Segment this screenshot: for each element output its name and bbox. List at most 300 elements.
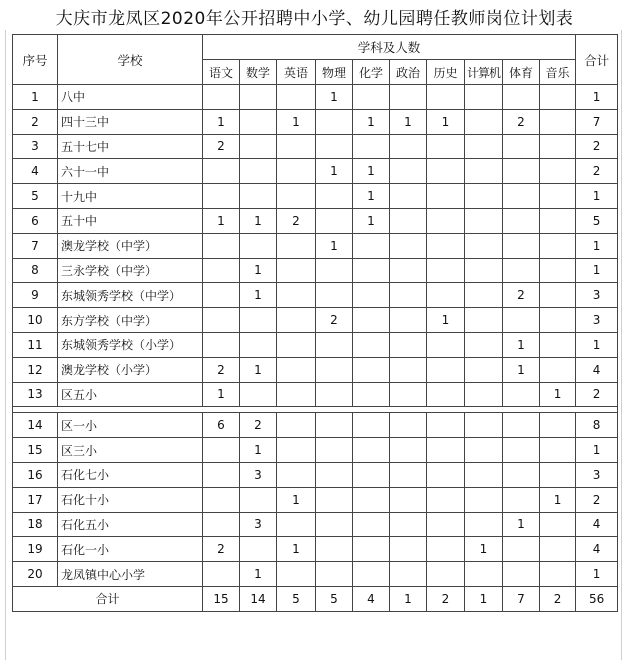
seq-cell: 3 <box>13 134 58 159</box>
count-cell <box>427 462 465 487</box>
count-cell <box>316 537 353 562</box>
row-total-cell: 2 <box>576 382 618 407</box>
school-cell: 龙凤镇中心小学 <box>58 562 203 587</box>
count-cell <box>427 208 465 233</box>
school-cell: 六十一中 <box>58 159 203 184</box>
count-cell <box>427 438 465 463</box>
count-cell <box>540 562 576 587</box>
count-cell <box>465 438 503 463</box>
count-cell <box>540 233 576 258</box>
count-cell: 1 <box>390 109 427 134</box>
count-cell <box>427 159 465 184</box>
seq-cell: 16 <box>13 462 58 487</box>
table-row <box>13 562 618 587</box>
count-cell <box>503 258 540 283</box>
count-cell <box>465 487 503 512</box>
count-cell <box>240 184 277 209</box>
table-row <box>13 85 618 110</box>
count-cell <box>465 283 503 308</box>
count-cell <box>503 562 540 587</box>
count-cell: 1 <box>240 258 277 283</box>
school-cell: 石化十小 <box>58 487 203 512</box>
school-cell: 东城领秀学校（小学） <box>58 332 203 357</box>
count-cell <box>277 283 316 308</box>
count-cell <box>427 85 465 110</box>
table-row <box>13 308 618 333</box>
seq-cell: 11 <box>13 332 58 357</box>
table-body <box>13 85 618 612</box>
row-total-cell: 2 <box>576 134 618 159</box>
count-cell <box>240 332 277 357</box>
table-row <box>13 438 618 463</box>
count-cell <box>427 332 465 357</box>
count-cell <box>465 512 503 537</box>
count-cell <box>465 308 503 333</box>
count-cell: 1 <box>353 159 390 184</box>
count-cell <box>503 537 540 562</box>
count-cell <box>390 382 427 407</box>
count-cell <box>503 462 540 487</box>
count-cell: 1 <box>277 537 316 562</box>
count-cell <box>390 512 427 537</box>
count-cell: 1 <box>540 382 576 407</box>
count-cell <box>503 413 540 438</box>
row-total-cell: 1 <box>576 332 618 357</box>
count-cell <box>503 208 540 233</box>
seq-header: 序号 <box>13 35 58 85</box>
count-cell: 2 <box>277 208 316 233</box>
count-cell: 1 <box>240 438 277 463</box>
seq-cell: 15 <box>13 438 58 463</box>
count-cell <box>240 85 277 110</box>
count-cell <box>465 357 503 382</box>
subject-header: 体育 <box>503 60 540 85</box>
school-cell: 石化七小 <box>58 462 203 487</box>
subject-header: 物理 <box>316 60 353 85</box>
count-cell <box>390 85 427 110</box>
count-cell <box>316 512 353 537</box>
school-cell: 东城领秀学校（中学） <box>58 283 203 308</box>
count-cell: 1 <box>353 184 390 209</box>
count-cell <box>540 357 576 382</box>
school-cell: 东方学校（中学） <box>58 308 203 333</box>
school-cell: 区一小 <box>58 413 203 438</box>
row-total-cell: 7 <box>576 109 618 134</box>
count-cell <box>427 283 465 308</box>
row-total-cell: 4 <box>576 537 618 562</box>
subject-header: 语文 <box>203 60 240 85</box>
seq-cell: 14 <box>13 413 58 438</box>
count-cell <box>427 134 465 159</box>
school-cell: 澳龙学校（中学） <box>58 233 203 258</box>
count-cell <box>540 134 576 159</box>
count-cell <box>240 487 277 512</box>
count-cell: 1 <box>503 357 540 382</box>
school-cell: 区三小 <box>58 438 203 463</box>
row-total-cell: 1 <box>576 85 618 110</box>
count-cell <box>540 184 576 209</box>
count-cell <box>353 85 390 110</box>
count-cell <box>316 438 353 463</box>
count-cell <box>203 233 240 258</box>
count-cell <box>540 258 576 283</box>
count-cell: 3 <box>240 462 277 487</box>
subject-total-cell: 4 <box>353 586 390 611</box>
table-row <box>13 109 618 134</box>
count-cell <box>316 184 353 209</box>
count-cell <box>277 85 316 110</box>
count-cell <box>240 134 277 159</box>
count-cell <box>316 562 353 587</box>
count-cell <box>277 413 316 438</box>
count-cell <box>316 413 353 438</box>
count-cell <box>465 258 503 283</box>
count-cell: 1 <box>203 208 240 233</box>
table-row <box>13 487 618 512</box>
school-header: 学校 <box>58 35 203 85</box>
count-cell <box>390 208 427 233</box>
school-cell: 八中 <box>58 85 203 110</box>
row-total-cell: 1 <box>576 562 618 587</box>
count-cell: 1 <box>503 332 540 357</box>
count-cell <box>390 332 427 357</box>
table-row <box>13 382 618 407</box>
seq-cell: 5 <box>13 184 58 209</box>
count-cell <box>390 184 427 209</box>
count-cell <box>203 308 240 333</box>
count-cell <box>465 233 503 258</box>
count-cell <box>390 413 427 438</box>
subject-header: 政治 <box>390 60 427 85</box>
totals-label: 合计 <box>13 586 203 611</box>
count-cell <box>390 159 427 184</box>
count-cell <box>540 85 576 110</box>
count-cell <box>316 283 353 308</box>
count-cell: 1 <box>240 283 277 308</box>
subjects-group-header: 学科及人数 <box>203 35 576 60</box>
count-cell <box>203 562 240 587</box>
count-cell <box>353 512 390 537</box>
count-cell <box>390 462 427 487</box>
count-cell <box>427 382 465 407</box>
seq-cell: 8 <box>13 258 58 283</box>
row-total-cell: 2 <box>576 487 618 512</box>
count-cell: 1 <box>316 233 353 258</box>
count-cell: 1 <box>277 109 316 134</box>
count-cell <box>503 382 540 407</box>
count-cell <box>277 512 316 537</box>
count-cell <box>503 85 540 110</box>
count-cell <box>316 208 353 233</box>
row-total-cell: 3 <box>576 308 618 333</box>
count-cell <box>540 438 576 463</box>
subject-total-cell: 5 <box>277 586 316 611</box>
count-cell <box>316 109 353 134</box>
count-cell <box>277 184 316 209</box>
seq-cell: 12 <box>13 357 58 382</box>
table-row <box>13 134 618 159</box>
count-cell <box>353 413 390 438</box>
table-row <box>13 357 618 382</box>
count-cell <box>465 184 503 209</box>
count-cell <box>277 382 316 407</box>
count-cell <box>203 184 240 209</box>
count-cell <box>203 512 240 537</box>
count-cell: 1 <box>427 109 465 134</box>
count-cell <box>540 512 576 537</box>
count-cell <box>240 308 277 333</box>
subject-total-cell: 7 <box>503 586 540 611</box>
table-row <box>13 283 618 308</box>
count-cell <box>390 487 427 512</box>
count-cell <box>353 462 390 487</box>
count-cell: 6 <box>203 413 240 438</box>
count-cell: 2 <box>503 283 540 308</box>
subject-total-cell: 2 <box>427 586 465 611</box>
seq-cell: 13 <box>13 382 58 407</box>
table-row <box>13 512 618 537</box>
table-row <box>13 184 618 209</box>
count-cell: 1 <box>240 357 277 382</box>
count-cell <box>316 357 353 382</box>
table-row <box>13 159 618 184</box>
count-cell <box>277 233 316 258</box>
subject-header: 历史 <box>427 60 465 85</box>
seq-cell: 17 <box>13 487 58 512</box>
school-cell: 五十中 <box>58 208 203 233</box>
count-cell <box>353 382 390 407</box>
count-cell <box>540 208 576 233</box>
count-cell: 1 <box>203 109 240 134</box>
count-cell <box>540 462 576 487</box>
count-cell <box>427 357 465 382</box>
row-total-cell: 1 <box>576 438 618 463</box>
recruitment-plan-table <box>12 34 618 612</box>
count-cell <box>240 233 277 258</box>
count-cell: 1 <box>465 537 503 562</box>
count-cell <box>427 258 465 283</box>
count-cell <box>316 462 353 487</box>
count-cell <box>353 258 390 283</box>
count-cell <box>316 134 353 159</box>
count-cell: 1 <box>240 208 277 233</box>
totals-row <box>13 586 618 611</box>
count-cell <box>503 308 540 333</box>
count-cell: 2 <box>503 109 540 134</box>
table-row <box>13 208 618 233</box>
subject-header: 数学 <box>240 60 277 85</box>
count-cell <box>240 159 277 184</box>
seq-cell: 2 <box>13 109 58 134</box>
subject-total-cell: 15 <box>203 586 240 611</box>
count-cell <box>277 134 316 159</box>
count-cell <box>465 562 503 587</box>
count-cell <box>465 413 503 438</box>
count-cell <box>277 562 316 587</box>
count-cell <box>427 562 465 587</box>
row-total-cell: 1 <box>576 258 618 283</box>
count-cell <box>277 332 316 357</box>
count-cell <box>277 462 316 487</box>
row-total-cell: 3 <box>576 462 618 487</box>
count-cell <box>503 487 540 512</box>
count-cell <box>277 308 316 333</box>
school-cell: 澳龙学校（小学） <box>58 357 203 382</box>
count-cell <box>465 332 503 357</box>
row-total-cell: 1 <box>576 184 618 209</box>
subject-total-cell: 1 <box>390 586 427 611</box>
count-cell <box>203 159 240 184</box>
count-cell <box>240 382 277 407</box>
row-total-cell: 2 <box>576 159 618 184</box>
count-cell: 1 <box>240 562 277 587</box>
table-row <box>13 258 618 283</box>
school-cell: 四十三中 <box>58 109 203 134</box>
seq-cell: 4 <box>13 159 58 184</box>
count-cell: 2 <box>203 537 240 562</box>
count-cell <box>353 283 390 308</box>
count-cell <box>203 487 240 512</box>
count-cell: 3 <box>240 512 277 537</box>
count-cell <box>540 283 576 308</box>
school-cell: 五十七中 <box>58 134 203 159</box>
row-total-cell: 3 <box>576 283 618 308</box>
count-cell <box>540 308 576 333</box>
count-cell <box>240 537 277 562</box>
count-cell <box>390 283 427 308</box>
count-cell <box>427 184 465 209</box>
count-cell: 1 <box>353 208 390 233</box>
subject-header: 英语 <box>277 60 316 85</box>
count-cell <box>465 159 503 184</box>
seq-cell: 6 <box>13 208 58 233</box>
count-cell <box>427 537 465 562</box>
count-cell <box>353 308 390 333</box>
page-title: 大庆市龙凤区2020年公开招聘中小学、幼儿园聘任教师岗位计划表 <box>55 9 574 29</box>
count-cell <box>540 332 576 357</box>
subject-header: 计算机 <box>465 60 503 85</box>
count-cell <box>277 159 316 184</box>
count-cell <box>316 258 353 283</box>
seq-cell: 19 <box>13 537 58 562</box>
subject-total-cell: 1 <box>465 586 503 611</box>
seq-cell: 1 <box>13 85 58 110</box>
row-total-cell: 5 <box>576 208 618 233</box>
subject-header: 化学 <box>353 60 390 85</box>
count-cell <box>203 283 240 308</box>
row-total-cell: 4 <box>576 357 618 382</box>
count-cell: 1 <box>427 308 465 333</box>
count-cell: 2 <box>203 357 240 382</box>
count-cell: 1 <box>277 487 316 512</box>
count-cell <box>503 134 540 159</box>
count-cell <box>503 159 540 184</box>
count-cell <box>390 357 427 382</box>
count-cell: 1 <box>540 487 576 512</box>
table-row <box>13 413 618 438</box>
table-row <box>13 462 618 487</box>
count-cell: 2 <box>203 134 240 159</box>
count-cell: 1 <box>353 109 390 134</box>
grand-total-cell: 56 <box>576 586 618 611</box>
count-cell <box>203 462 240 487</box>
count-cell <box>427 487 465 512</box>
count-cell <box>540 413 576 438</box>
count-cell <box>353 332 390 357</box>
count-cell <box>277 357 316 382</box>
count-cell: 1 <box>316 159 353 184</box>
row-total-cell: 1 <box>576 233 618 258</box>
count-cell <box>277 438 316 463</box>
count-cell <box>353 134 390 159</box>
count-cell <box>427 512 465 537</box>
subject-header: 音乐 <box>540 60 576 85</box>
count-cell <box>465 134 503 159</box>
count-cell <box>390 308 427 333</box>
count-cell <box>353 562 390 587</box>
table-row <box>13 332 618 357</box>
school-cell: 石化一小 <box>58 537 203 562</box>
count-cell <box>353 487 390 512</box>
total-header: 合计 <box>576 35 618 85</box>
seq-cell: 9 <box>13 283 58 308</box>
count-cell <box>353 233 390 258</box>
count-cell <box>240 109 277 134</box>
count-cell <box>203 258 240 283</box>
count-cell <box>503 184 540 209</box>
count-cell <box>316 332 353 357</box>
count-cell <box>390 562 427 587</box>
count-cell <box>390 438 427 463</box>
seq-cell: 18 <box>13 512 58 537</box>
count-cell <box>540 109 576 134</box>
count-cell: 1 <box>316 85 353 110</box>
count-cell <box>390 134 427 159</box>
row-total-cell: 8 <box>576 413 618 438</box>
school-cell: 十九中 <box>58 184 203 209</box>
seq-cell: 20 <box>13 562 58 587</box>
count-cell <box>503 438 540 463</box>
count-cell <box>465 208 503 233</box>
count-cell <box>316 382 353 407</box>
count-cell <box>353 438 390 463</box>
count-cell: 2 <box>316 308 353 333</box>
count-cell <box>465 382 503 407</box>
count-cell <box>427 233 465 258</box>
count-cell: 1 <box>203 382 240 407</box>
count-cell <box>465 109 503 134</box>
count-cell <box>390 233 427 258</box>
count-cell <box>203 85 240 110</box>
count-cell <box>503 233 540 258</box>
count-cell <box>540 159 576 184</box>
count-cell <box>390 537 427 562</box>
count-cell <box>203 438 240 463</box>
school-cell: 区五小 <box>58 382 203 407</box>
table-row <box>13 537 618 562</box>
school-cell: 石化五小 <box>58 512 203 537</box>
subject-total-cell: 5 <box>316 586 353 611</box>
count-cell <box>465 462 503 487</box>
table-row <box>13 233 618 258</box>
count-cell: 1 <box>503 512 540 537</box>
count-cell <box>277 258 316 283</box>
row-total-cell: 4 <box>576 512 618 537</box>
count-cell <box>427 413 465 438</box>
count-cell <box>540 537 576 562</box>
count-cell <box>353 357 390 382</box>
subject-total-cell: 14 <box>240 586 277 611</box>
